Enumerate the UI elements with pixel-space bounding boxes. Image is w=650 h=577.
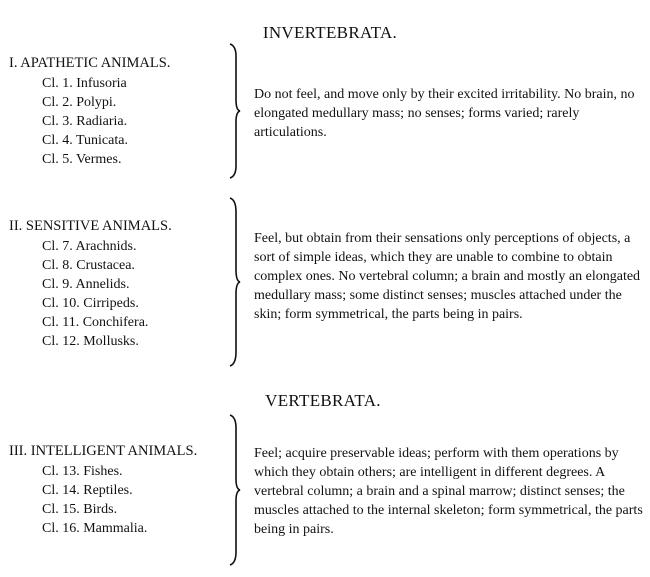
group-title: I. APATHETIC ANIMALS. bbox=[9, 55, 171, 71]
class-item: Cl. 4. Tunicata. bbox=[42, 133, 128, 148]
heading-vertebrata: VERTEBRATA. bbox=[265, 391, 381, 410]
class-item: Cl. 3. Radiaria. bbox=[42, 114, 128, 129]
class-item: Cl. 12. Mollusks. bbox=[42, 334, 139, 349]
class-item: Cl. 5. Vermes. bbox=[42, 152, 122, 167]
curly-brace-icon bbox=[222, 42, 244, 180]
class-item: Cl. 15. Birds. bbox=[42, 502, 118, 517]
heading-invertebrata: INVERTEBRATA. bbox=[262, 23, 398, 42]
group-description: Feel; acquire preservable ideas; perform with them operations by which they obtain others; are intelligent in different degrees. A vertebral column; a brain and a spinal marrow; distinct senses; the muscles attached to the internal skeleton; form symmetrical, the parts being in pairs. bbox=[254, 446, 643, 537]
class-item: Cl. 14. Reptiles. bbox=[42, 483, 133, 498]
class-item: Cl. 13. Fishes. bbox=[42, 464, 123, 479]
class-list bbox=[42, 462, 147, 538]
class-list bbox=[42, 74, 128, 169]
group-description: Do not feel, and move only by their excited irritability. No brain, no elongated medullary mass; no senses; forms varied; rarely articulations. bbox=[254, 87, 635, 140]
class-list bbox=[42, 237, 148, 351]
class-item: Cl. 10. Cirripeds. bbox=[42, 296, 139, 311]
group-description: Feel, but obtain from their sensations only perceptions of objects, a sort of simple ideas, which they are unable to combine to obtain complex ones. No vertebral column; a brain and mostly an elongated medullary mass; some distinct senses; muscles attached under the skin; form symmetrical, the parts being in pairs. bbox=[254, 231, 641, 322]
curly-brace-icon bbox=[222, 413, 244, 567]
class-item: Cl. 16. Mammalia. bbox=[42, 521, 148, 536]
class-item: Cl. 9. Annelids. bbox=[42, 277, 130, 292]
class-item: Cl. 8. Crustacea. bbox=[42, 258, 135, 273]
class-item: Cl. 7. Arachnids. bbox=[42, 239, 137, 254]
curly-brace-icon bbox=[222, 196, 244, 368]
class-item: Cl. 11. Conchifera. bbox=[42, 315, 149, 330]
group-title: III. INTELLIGENT ANIMALS. bbox=[9, 443, 198, 459]
class-item: Cl. 1. Infusoria bbox=[42, 76, 127, 91]
class-item: Cl. 2. Polypi. bbox=[42, 95, 117, 110]
group-title: II. SENSITIVE ANIMALS. bbox=[9, 218, 172, 234]
